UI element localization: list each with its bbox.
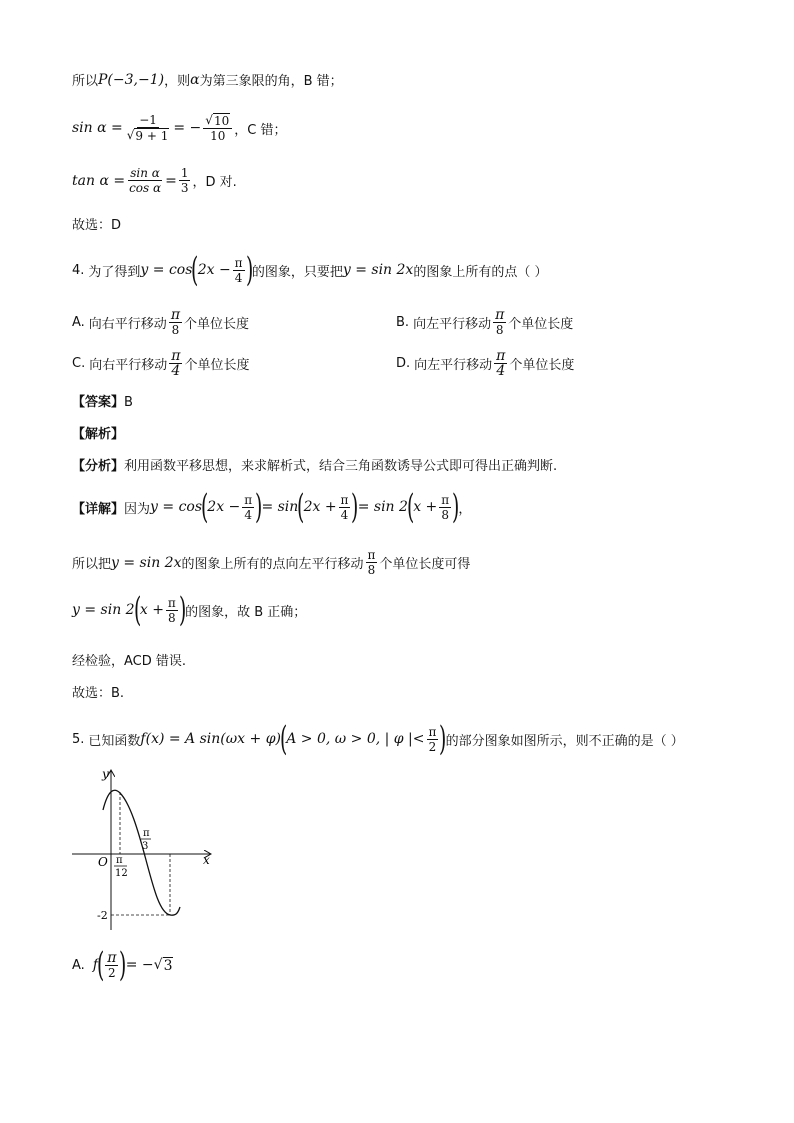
fraction: √ 10 10 <box>203 113 232 143</box>
detail-line: 【详解】 因为 y = cos ( 2x − $\frac{\pi}{4}$ ) = sin ( 2x + $\frac{\pi}{4}$ ) = sin 2 ( x + $\frac{\pi}{8}$ ) ， <box>72 487 472 527</box>
tick-pi3-den: 3 <box>142 841 149 852</box>
detail-line-2: 所以把 y = sin 2x 的图象上所有的点向左平行移动 $\frac{\pi}{8}$ 个单位长度可得 <box>72 548 471 577</box>
sine-curve <box>103 790 180 915</box>
text: 为第三象限的角，B 错； <box>199 74 343 89</box>
fraction: $\frac{\text{sin α}}{\text{cos α}}$ <box>129 166 162 195</box>
sin-lhs: sin α = <box>72 120 123 136</box>
min-label: -2 <box>97 909 108 922</box>
fraction: −1 √ 9 + 1 <box>125 113 172 143</box>
line-tan: tan α = $\frac{\text{sin α}}{\text{cos α}}$ = $\frac{1}{3}$ ，D 对. <box>72 166 237 195</box>
text: ，则 <box>164 74 191 89</box>
answer-section <box>72 391 133 410</box>
tick-pi12-num: π <box>116 855 123 866</box>
line-sin: sin α = −1 √ 9 + 1 = − √ 10 10 ，C 错； <box>72 113 287 143</box>
detail-line-3: y = sin 2 ( x + $\frac{\pi}{8}$ ) 的图象，故 B 正确； <box>72 590 307 630</box>
fenxi-section: 【分析】利用函数平移思想，来求解析式，结合三角函数诱导公式即可得出正确判断. <box>72 459 558 474</box>
option-c[interactable]: C. 向右平行移动 $\frac{\pi}{4}$ 个单位长度 <box>72 348 250 379</box>
fraction: $\frac{1}{3}$ <box>180 166 189 195</box>
origin-label: O <box>98 855 108 869</box>
question-5: 5. 已知函数 f(x) = A sin(ωx + φ) ( A > 0, ω > 0, | φ |< $\frac{\pi}{2}$ ) 的部分图象如图所示，则不正确的是（ ） <box>72 719 684 759</box>
x-label: x <box>203 853 210 867</box>
alpha-symbol: α <box>190 71 200 88</box>
detail-line-4: 经检验，ACD 错误. <box>72 654 187 669</box>
line-quadrant <box>72 70 343 89</box>
option-a[interactable]: A. 向右平行移动 $\frac{\pi}{8}$ 个单位长度 <box>72 307 250 337</box>
sqrt: √ 3 <box>153 956 173 974</box>
sqrt: √ 9 + 1 <box>126 128 169 143</box>
question-4: 4. 为了得到 y = cos ( 2x − $\frac{\pi}{4}$ ) 的图象，只要把 y = sin 2x 的图象上所有的点（ ） <box>72 250 548 290</box>
q5-option-a[interactable]: A. f ( $\frac{\pi}{2}$ ) = − √ 3 <box>72 945 173 985</box>
text: 所以 <box>72 74 99 89</box>
y-label: y <box>102 767 109 781</box>
answer-tag: 【答案】 <box>72 395 125 410</box>
analysis-tag: 【解析】 <box>72 427 125 442</box>
tick-pi12-den: 12 <box>115 868 128 879</box>
option-b[interactable]: B. 向左平行移动 $\frac{\pi}{8}$ 个单位长度 <box>396 307 574 337</box>
answer-value: B <box>124 395 133 410</box>
answer-line-d: 故选：D <box>72 218 122 233</box>
tick-pi3-num: π <box>143 828 150 839</box>
function-graph <box>60 765 230 935</box>
detail-line-5: 故选：B. <box>72 686 125 701</box>
point-p: P(−3,−1) <box>98 71 165 88</box>
option-d[interactable]: D. 向左平行移动 $\frac{\pi}{4}$ 个单位长度 <box>396 348 575 379</box>
